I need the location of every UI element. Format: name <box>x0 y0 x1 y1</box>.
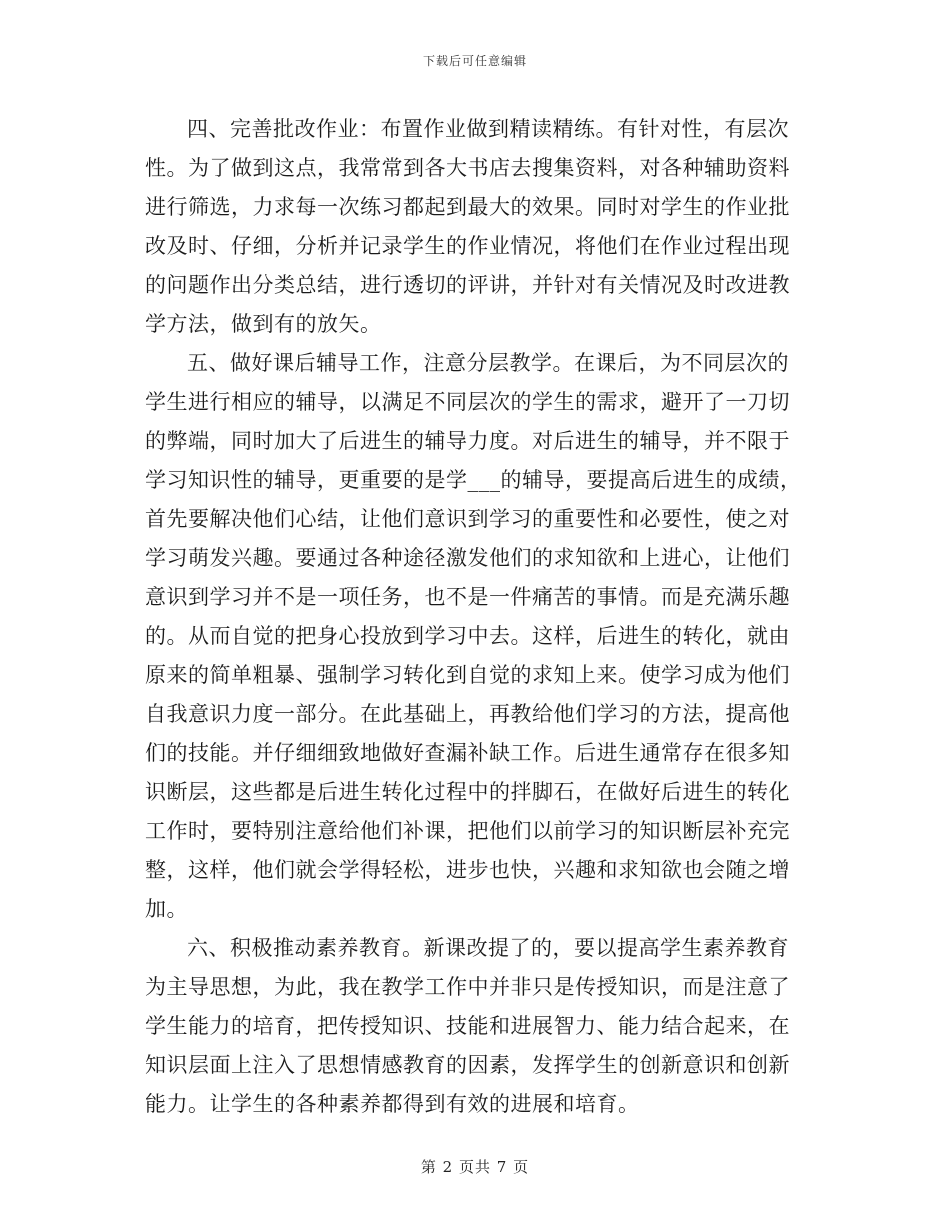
text-line: 能力。让学生的各种素养都得到有效的进展和培育。 <box>145 1092 640 1116</box>
text-line: 意识到学习并不是一项任务，也不是一件痛苦的事情。而是充满乐趣 <box>145 585 790 609</box>
text-line: 五、做好课后辅导工作，注意分层教学。在课后，为不同层次的 <box>187 351 789 375</box>
text-line: 四、完善批改作业：布置作业做到精读精练。有针对性，有层次 <box>187 117 789 141</box>
page-header: 下载后可任意编辑 <box>422 54 527 68</box>
text-line: 学方法，做到有的放矢。 <box>145 312 382 336</box>
text-line: 为主导思想，为此，我在教学工作中并非只是传授知识，而是注意了 <box>145 975 790 999</box>
text-line: 工作时，要特别注意给他们补课，把他们以前学习的知识断层补充完 <box>145 819 790 843</box>
text-line: 学生进行相应的辅导，以满足不同层次的学生的需求，避开了一刀切 <box>145 390 790 414</box>
text-line: 们的技能。并仔细细致地做好查漏补缺工作。后进生通常存在很多知 <box>145 741 790 765</box>
text-line: 学习知识性的辅导，更重要的是学___的辅导，要提高后进生的成绩， <box>145 468 802 492</box>
document-body <box>145 110 805 1124</box>
text-line: 的。从而自觉的把身心投放到学习中去。这样，后进生的转化，就由 <box>145 624 790 648</box>
text-line: 学生能力的培育，把传授知识、技能和进展智力、能力结合起来，在 <box>145 1014 790 1038</box>
text-line: 的弊端，同时加大了后进生的辅导力度。对后进生的辅导，并不限于 <box>145 429 790 453</box>
text-line: 首先要解决他们心结，让他们意识到学习的重要性和必要性，使之对 <box>145 507 790 531</box>
paragraph-four <box>145 110 805 344</box>
text-line: 整，这样，他们就会学得轻松，进步也快，兴趣和求知欲也会随之增 <box>145 858 790 882</box>
text-line: 加。 <box>145 897 188 921</box>
text-line: 学习萌发兴趣。要通过各种途径激发他们的求知欲和上进心，让他们 <box>145 546 790 570</box>
text-line: 性。为了做到这点，我常常到各大书店去搜集资料，对各种辅助资料 <box>145 156 790 180</box>
text-line: 自我意识力度一部分。在此基础上，再教给他们学习的方法，提高他 <box>145 702 790 726</box>
text-line: 的问题作出分类总结，进行透切的评讲，并针对有关情况及时改进教 <box>145 273 790 297</box>
page-number-footer: 第 2 页共 7 页 <box>420 1158 530 1176</box>
text-line: 识断层，这些都是后进生转化过程中的拌脚石，在做好后进生的转化 <box>145 780 790 804</box>
paragraph-six <box>145 929 805 1124</box>
text-line: 六、积极推动素养教育。新课改提了的，要以提高学生素养教育 <box>187 936 789 960</box>
text-line: 进行筛选，力求每一次练习都起到最大的效果。同时对学生的作业批 <box>145 195 790 219</box>
paragraph-five <box>145 344 805 929</box>
text-line: 知识层面上注入了思想情感教育的因素，发挥学生的创新意识和创新 <box>145 1053 790 1077</box>
text-line: 原来的简单粗暴、强制学习转化到自觉的求知上来。使学习成为他们 <box>145 663 790 687</box>
text-line: 改及时、仔细，分析并记录学生的作业情况，将他们在作业过程出现 <box>145 234 790 258</box>
